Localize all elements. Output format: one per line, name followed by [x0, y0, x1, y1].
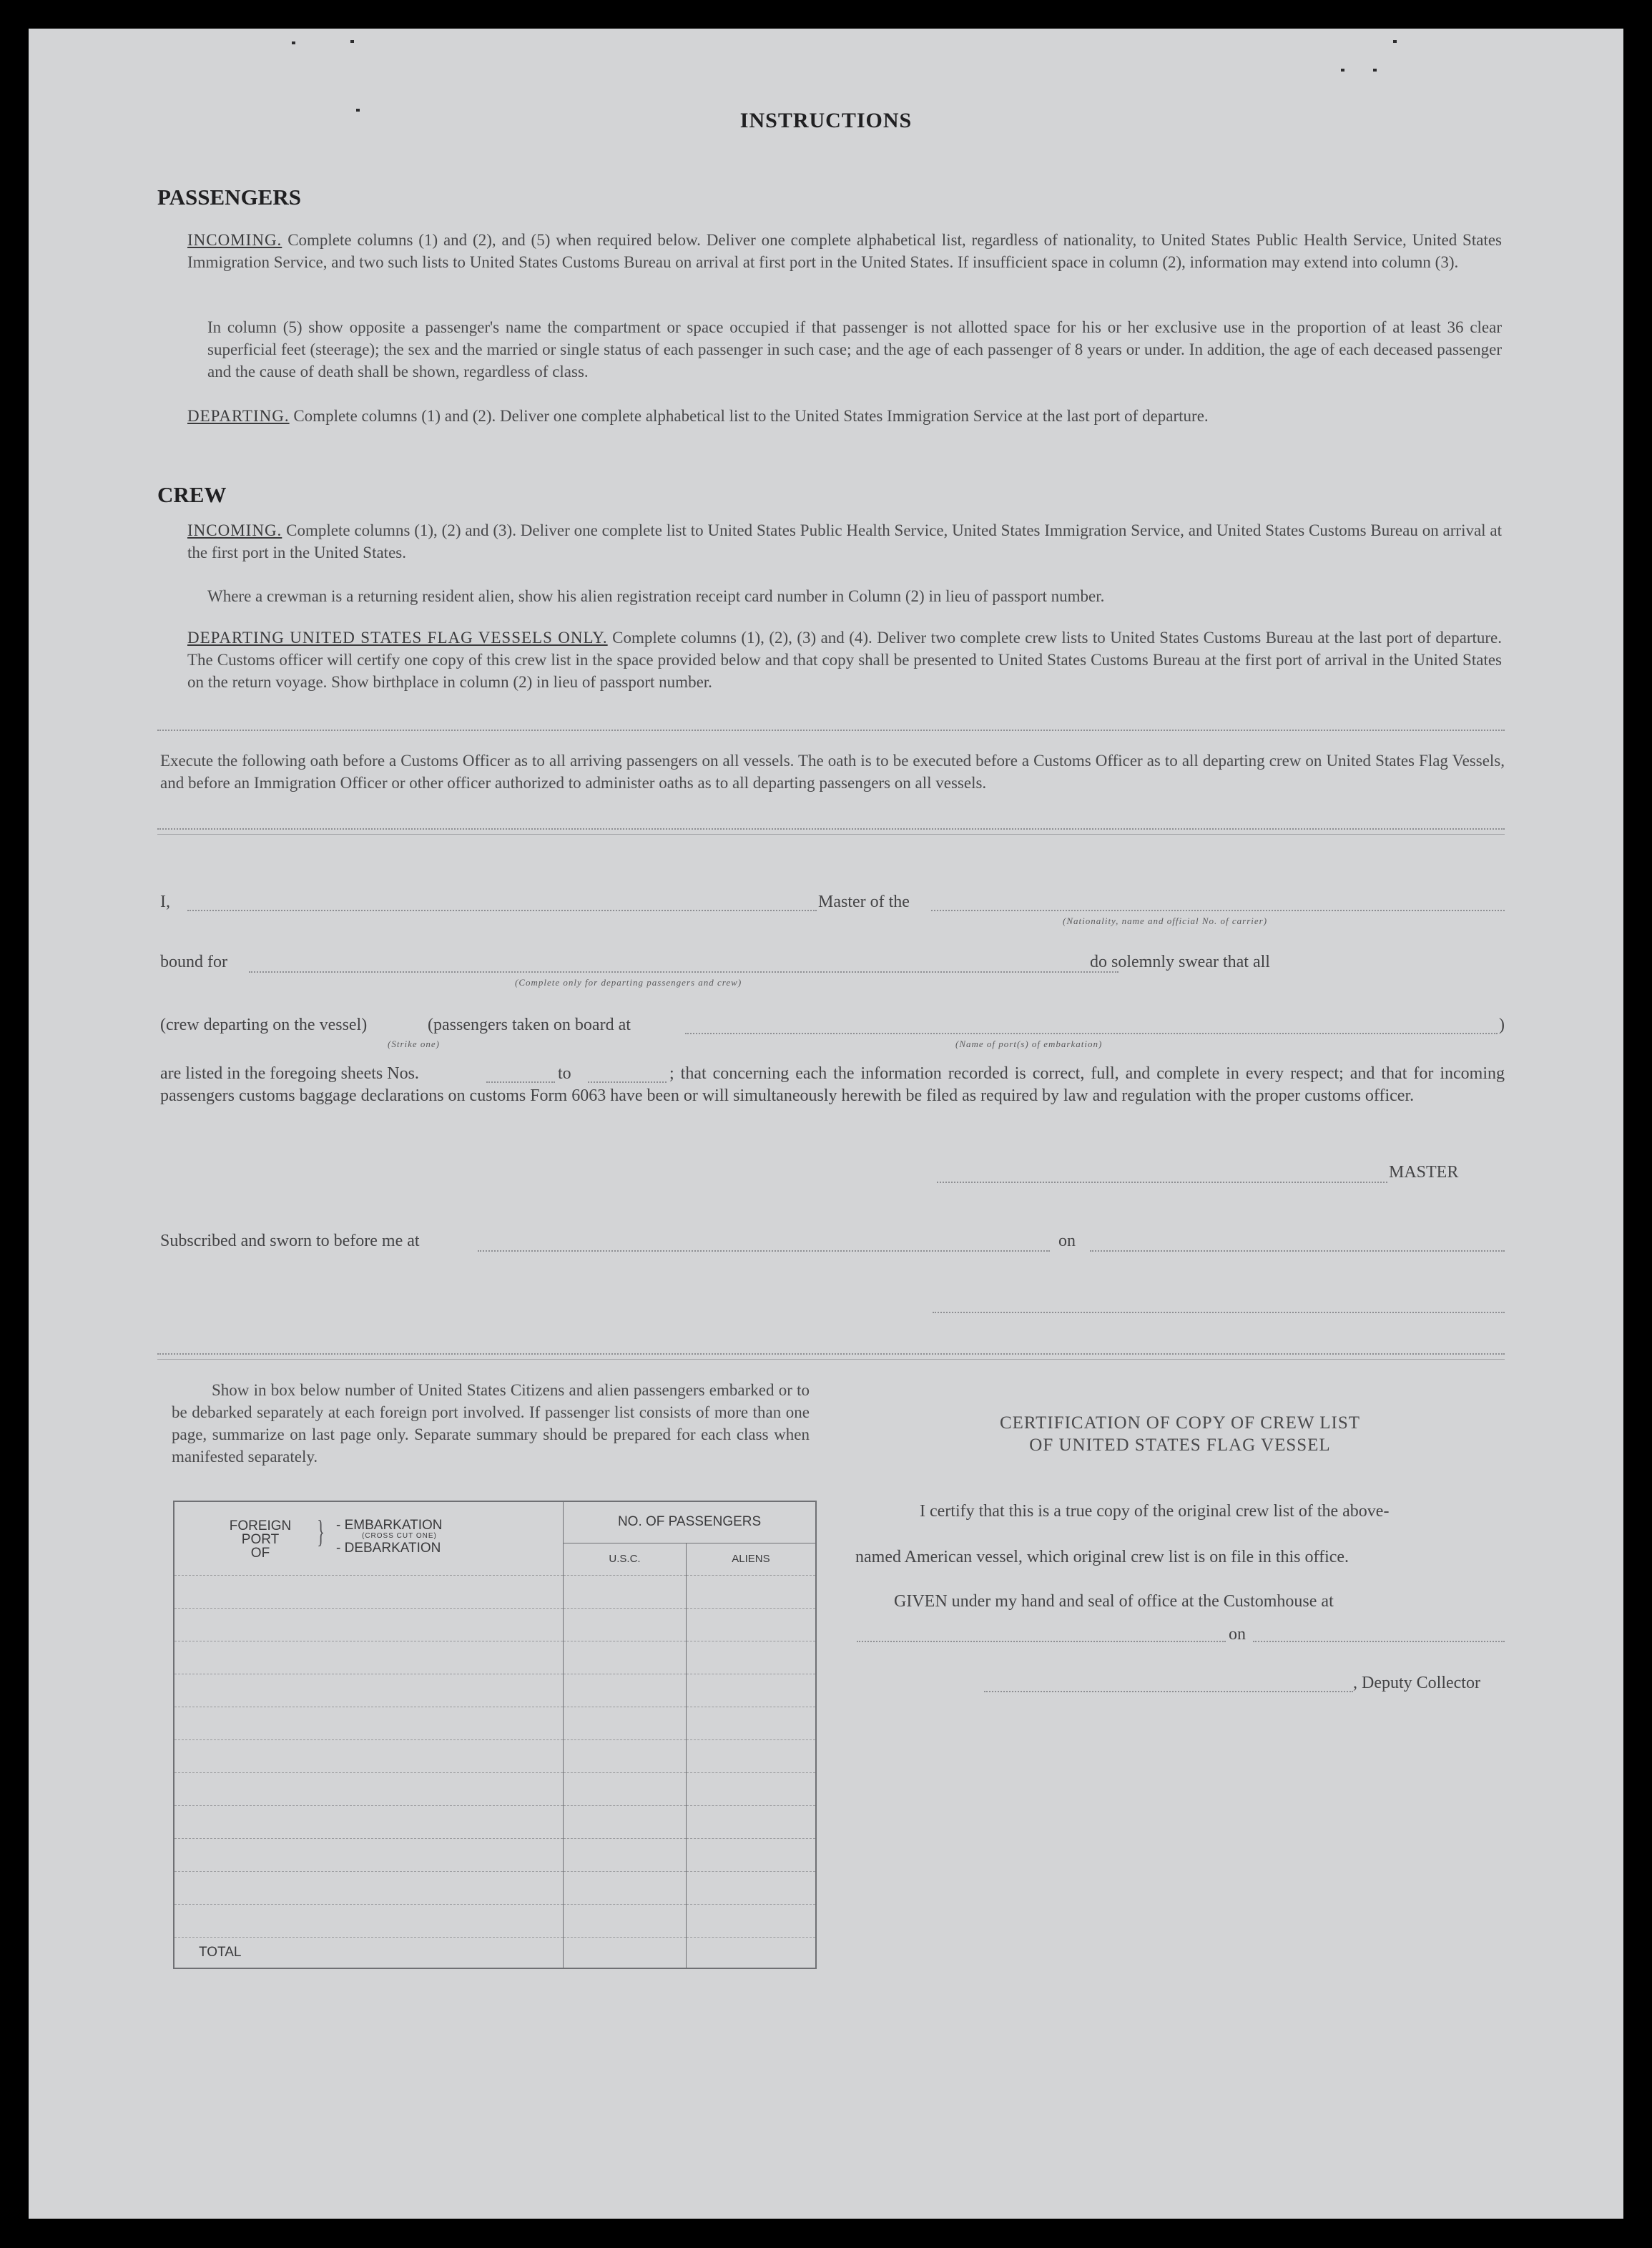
usc-cell[interactable] [564, 1707, 687, 1740]
passengers-departing-lead: DEPARTING. [187, 407, 290, 425]
usc-cell[interactable] [564, 1674, 687, 1707]
summary-instructions: Show in box below number of United States Citizens and alien passengers embarked or to be debarked separately at each foreign port involved. If passenger list consists of more than one page, summarize on last page only. Separate summary should be prepared for each class when manifested separately. [172, 1381, 810, 1466]
usc-cell[interactable] [564, 1576, 687, 1609]
aliens-cell[interactable] [686, 1806, 816, 1839]
divider-line [157, 1359, 1505, 1360]
dotted-divider [157, 730, 1505, 731]
table-body [174, 1576, 816, 1938]
foreign-word: FOREIGN [229, 1518, 292, 1533]
solemnly-swear-label: do solemnly swear that all [1090, 953, 1270, 971]
passengers-incoming-lead: INCOMING. [187, 231, 282, 249]
table-row [174, 1839, 816, 1872]
deputy-collector-signature-field[interactable] [984, 1691, 1353, 1692]
crew-incoming-text: Complete columns (1), (2) and (3). Deliver one complete list to United States Public Health Service, United States Immigration Service, and United States Customs Bureau on arrival at the first port in the United States. [187, 521, 1503, 561]
usc-cell[interactable] [564, 1641, 687, 1674]
passengers-incoming-text: Complete columns (1) and (2), and (5) when required below. Deliver one complete alphabetical list, regardless of nationality, to United States Public Health Service, United States Immigration Service, and two such lists to United States Customs Bureau on arrival at first port in the United States. If insufficient space in column (2), information may extend into column (3). [187, 231, 1502, 271]
certification-date-field[interactable] [1253, 1641, 1505, 1642]
strike-one-note: (Strike one) [388, 1039, 441, 1049]
port-cell[interactable] [174, 1576, 564, 1609]
no-of-passengers-header: NO. OF PASSENGERS [564, 1501, 816, 1543]
crew-departing-option[interactable]: (crew departing on the vessel) [160, 1016, 368, 1034]
usc-header: U.S.C. [564, 1543, 687, 1575]
scan-speck [1341, 69, 1344, 72]
certification-line1: I certify that this is a true copy of the original crew list of the above- [920, 1502, 1390, 1521]
usc-cell[interactable] [564, 1905, 687, 1938]
scan-speck [292, 41, 295, 44]
table-row [174, 1773, 816, 1806]
crew-incoming-paragraph [187, 519, 1502, 564]
scan-speck [1393, 40, 1397, 43]
port-cell[interactable] [174, 1806, 564, 1839]
aliens-cell[interactable] [686, 1576, 816, 1609]
usc-cell[interactable] [564, 1740, 687, 1773]
total-row [174, 1938, 816, 1969]
master-name-field[interactable] [187, 910, 817, 911]
ports-note: (Name of port(s) of embarkation) [955, 1039, 1103, 1049]
crew-departing-text: Complete columns (1), (2), (3) and (4). Deliver two complete crew lists to United States Customs Bureau at the last port of departure. The Customs officer will certify one copy of this crew list in the space provided below and that copy shall be presented to United States Customs Bureau at the first port of arrival in the United States on the return voyage. Show birthplace in column (2) in lieu of passport number. [187, 629, 1503, 691]
total-usc-cell[interactable] [564, 1938, 687, 1969]
of-word: OF [250, 1546, 270, 1561]
master-signature-label: MASTER [1389, 1163, 1459, 1182]
port-cell[interactable] [174, 1609, 564, 1641]
aliens-cell[interactable] [686, 1905, 816, 1938]
port-cell[interactable] [174, 1839, 564, 1872]
sworn-place-field[interactable] [478, 1250, 1050, 1252]
aliens-cell[interactable] [686, 1773, 816, 1806]
table-row [174, 1806, 816, 1839]
passengers-heading: PASSENGERS [157, 185, 301, 210]
passengers-column5-paragraph: In column (5) show opposite a passenger's name the compartment or space occupied if that passenger is not allotted space for his or her exclusive use in the proportion of at least 36 clear superficial feet (steerage); the sex and the married or single status of each passenger in such case; and the age of each passenger of 8 years or under. In addition, the age of each deceased passenger and the cause of death shall be shown, regardless of class. [207, 318, 1502, 381]
port-cell[interactable] [174, 1773, 564, 1806]
crew-resident-paragraph: Where a crewman is a returning resident alien, show his alien registration receipt card number in Column (2) in lieu of passport number. [207, 587, 1105, 605]
form-sheet [29, 29, 1623, 2219]
carrier-note: (Nationality, name and official No. of carrier) [1063, 916, 1268, 926]
total-label: TOTAL [174, 1938, 564, 1969]
aliens-cell[interactable] [686, 1641, 816, 1674]
master-of-the-label: Master of the [818, 893, 910, 911]
sworn-date-field[interactable] [1090, 1250, 1505, 1252]
port-cell[interactable] [174, 1905, 564, 1938]
certification-line2: named American vessel, which original crew list is on file in this office. [855, 1548, 1349, 1566]
aliens-cell[interactable] [686, 1839, 816, 1872]
crew-heading: CREW [157, 482, 227, 507]
table-row [174, 1609, 816, 1641]
passengers-incoming-paragraph [187, 229, 1502, 273]
carrier-field[interactable] [931, 910, 1505, 911]
bound-for-label: bound for [160, 953, 227, 971]
certification-title-line1: CERTIFICATION OF COPY OF CREW LIST [999, 1413, 1361, 1433]
table-row [174, 1674, 816, 1707]
certification-title [915, 1412, 1445, 1456]
port-cell[interactable] [174, 1641, 564, 1674]
passenger-summary-table [173, 1501, 817, 1969]
table-row [174, 1707, 816, 1740]
page-title: INSTRUCTIONS [739, 109, 913, 132]
usc-cell[interactable] [564, 1773, 687, 1806]
usc-cell[interactable] [564, 1872, 687, 1905]
usc-cell[interactable] [564, 1609, 687, 1641]
aliens-cell[interactable] [686, 1872, 816, 1905]
listed-to-label: to [558, 1064, 571, 1083]
port-cell[interactable] [174, 1740, 564, 1773]
table-row [174, 1641, 816, 1674]
scan-speck [350, 40, 354, 43]
port-word: PORT [241, 1532, 280, 1547]
aliens-cell[interactable] [686, 1609, 816, 1641]
crew-departing-lead: DEPARTING UNITED STATES FLAG VESSELS ONLY. [187, 629, 608, 647]
certification-line3: GIVEN under my hand and seal of office at the Customhouse at [894, 1592, 1334, 1611]
divider-line [157, 834, 1505, 835]
table-header-row [174, 1501, 816, 1543]
passengers-departing-paragraph [187, 405, 1502, 427]
customhouse-field[interactable] [857, 1641, 1226, 1642]
departing-note: (Complete only for departing passengers and crew) [515, 977, 742, 988]
crew-departing-paragraph [187, 627, 1502, 693]
passengers-taken-option[interactable]: (passengers taken on board at [428, 1016, 631, 1034]
aliens-header: ALIENS [686, 1543, 816, 1575]
port-cell[interactable] [174, 1674, 564, 1707]
port-cell[interactable] [174, 1707, 564, 1740]
cross-cut-note: (CROSS CUT ONE) [362, 1532, 437, 1540]
brace-icon: } [317, 1514, 325, 1549]
port-cell[interactable] [174, 1872, 564, 1905]
officer-signature-field[interactable] [933, 1312, 1505, 1313]
debarkation-option[interactable]: - DEBARKATION [336, 1541, 441, 1556]
deputy-collector-label: , Deputy Collector [1353, 1674, 1480, 1692]
aliens-cell[interactable] [686, 1674, 816, 1707]
aliens-cell[interactable] [686, 1740, 816, 1773]
listed-statement: ; that concerning each the information recorded is correct, full, and complete in every respect; and that for incoming passengers customs baggage declarations on customs Form 6063 have been or will simultaneously herewith be filed as required by law and regulation with the proper customs officer. [160, 1064, 1505, 1105]
certification-title-line2: OF UNITED STATES FLAG VESSEL [1029, 1435, 1331, 1455]
aliens-cell[interactable] [686, 1707, 816, 1740]
listed-sheets-label: are listed in the foregoing sheets Nos. [160, 1064, 419, 1083]
table-row [174, 1905, 816, 1938]
subscribed-label: Subscribed and sworn to before me at [160, 1232, 420, 1250]
usc-cell[interactable] [564, 1839, 687, 1872]
certification-on-label: on [1229, 1625, 1246, 1644]
ports-field[interactable] [685, 1033, 1498, 1034]
table-row [174, 1576, 816, 1609]
total-aliens-cell[interactable] [686, 1938, 816, 1969]
embarkation-option[interactable]: - EMBARKATION [336, 1518, 443, 1533]
table-row [174, 1872, 816, 1905]
scan-speck [1373, 69, 1377, 72]
port-header-cell [174, 1501, 564, 1576]
sworn-on-label: on [1058, 1232, 1076, 1250]
table-row [174, 1740, 816, 1773]
dotted-divider [157, 828, 1505, 830]
usc-cell[interactable] [564, 1806, 687, 1839]
master-signature-field[interactable] [937, 1182, 1387, 1183]
oath-instructions: Execute the following oath before a Customs Officer as to all arriving passengers on all vessels. The oath is to be executed before a Customs Officer as to all departing crew on United States Flag Vessels, and before an Immigration Officer or other officer authorized to administer oaths as to all departing passengers on all vessels. [160, 752, 1505, 792]
dotted-divider [157, 1353, 1505, 1355]
foreign-port-label [217, 1519, 303, 1560]
oath-i-label: I, [160, 893, 170, 911]
crew-incoming-lead: INCOMING. [187, 521, 282, 539]
close-paren: ) [1499, 1016, 1505, 1034]
passengers-departing-text: Complete columns (1) and (2). Deliver one complete alphabetical list to the United States Immigration Service at the last port of departure. [293, 407, 1209, 425]
bound-for-field[interactable] [249, 971, 1118, 973]
